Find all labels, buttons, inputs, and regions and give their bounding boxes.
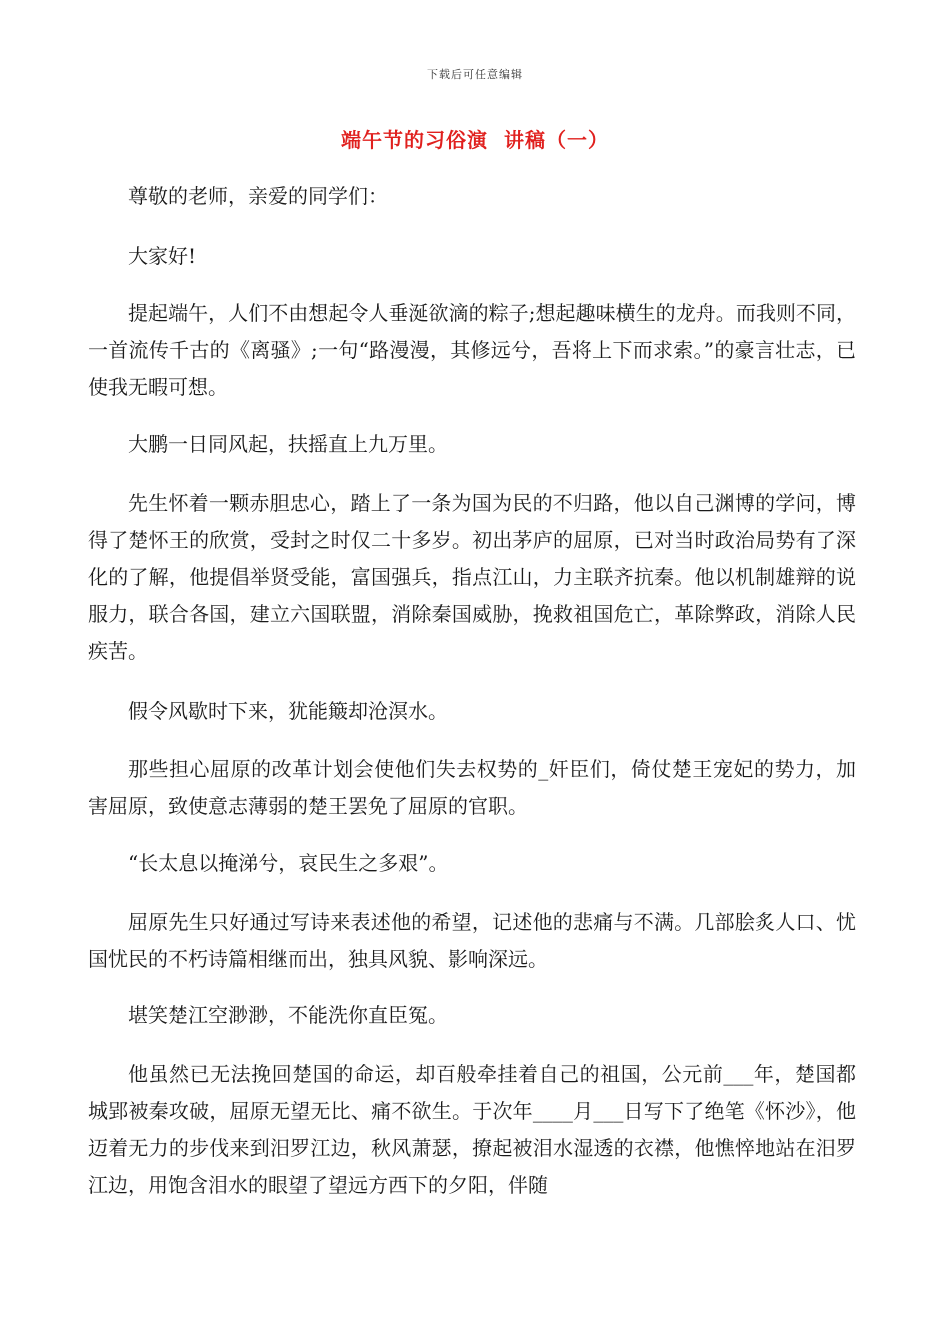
paragraph-intro: 提起端午，人们不由想起令人垂涎欲滴的粽子;想起趣味横生的龙舟。而我则不同，一首流传千古的《离骚》;一句“路漫漫，其修远兮，吾将上下而求索。”的豪言壮志，已使我无暇可想。 bbox=[88, 301, 856, 399]
paragraph-greeting: 尊敬的老师，亲爱的同学们： bbox=[128, 184, 388, 208]
paragraph-quote-3: “长太息以掩涕兮，哀民生之多艰”。 bbox=[128, 851, 449, 875]
paragraph-quote-2: 假令风歇时下来，犹能簸却沧溟水。 bbox=[128, 699, 448, 723]
paragraph-hello: 大家好! bbox=[128, 244, 197, 268]
paragraph-poetry: 屈原先生只好通过写诗来表述他的希望，记述他的悲痛与不满。几部脍炙人口、忧国忧民的不朽诗篇相继而出，独具风貌、影响深远。 bbox=[88, 910, 856, 971]
paragraph-quote-1: 大鹏一日同风起，扶摇直上九万里。 bbox=[128, 432, 448, 456]
paragraph-dismissal: 那些担心屈原的改革计划会使他们失去权势的_奸臣们，倚仗楚王宠妃的势力，加害屈原，致使意志薄弱的楚王罢免了屈原的官职。 bbox=[88, 757, 856, 818]
paragraph-career: 先生怀着一颗赤胆忠心，踏上了一条为国为民的不归路，他以自己渊博的学问，博得了楚怀王的欣赏，受封之时仅二十多岁。初出茅庐的屈原，已对当时政治局势有了深化的了解，他提倡举贤受能，富国强兵，指点江山，力主联齐抗秦。他以机制雄辩的说服力，联合各国，建立六国联盟，消除秦国威胁，挽救祖国危亡，革除弊政，消除人民疾苦。 bbox=[88, 491, 856, 663]
document-title: 端午节的习俗演 讲稿（一） bbox=[341, 128, 609, 152]
header-note: 下载后可任意编辑 bbox=[427, 68, 523, 81]
paragraph-final: 他虽然已无法挽回楚国的命运，却百般牵挂着自己的祖国，公元前___年，楚国都城郢被秦攻破，屈原无望无比、痛不欲生。于次年____月___日写下了绝笔《怀沙》，他迈着无力的步伐来到汨罗江边，秋风萧瑟，撩起被泪水湿透的衣襟，他憔悴地站在汨罗江边，用饱含泪水的眼望了望远方西下的夕阳，伴随 bbox=[88, 1062, 856, 1197]
paragraph-quote-4: 堪笑楚江空渺渺，不能洗你直臣冤。 bbox=[128, 1003, 448, 1027]
